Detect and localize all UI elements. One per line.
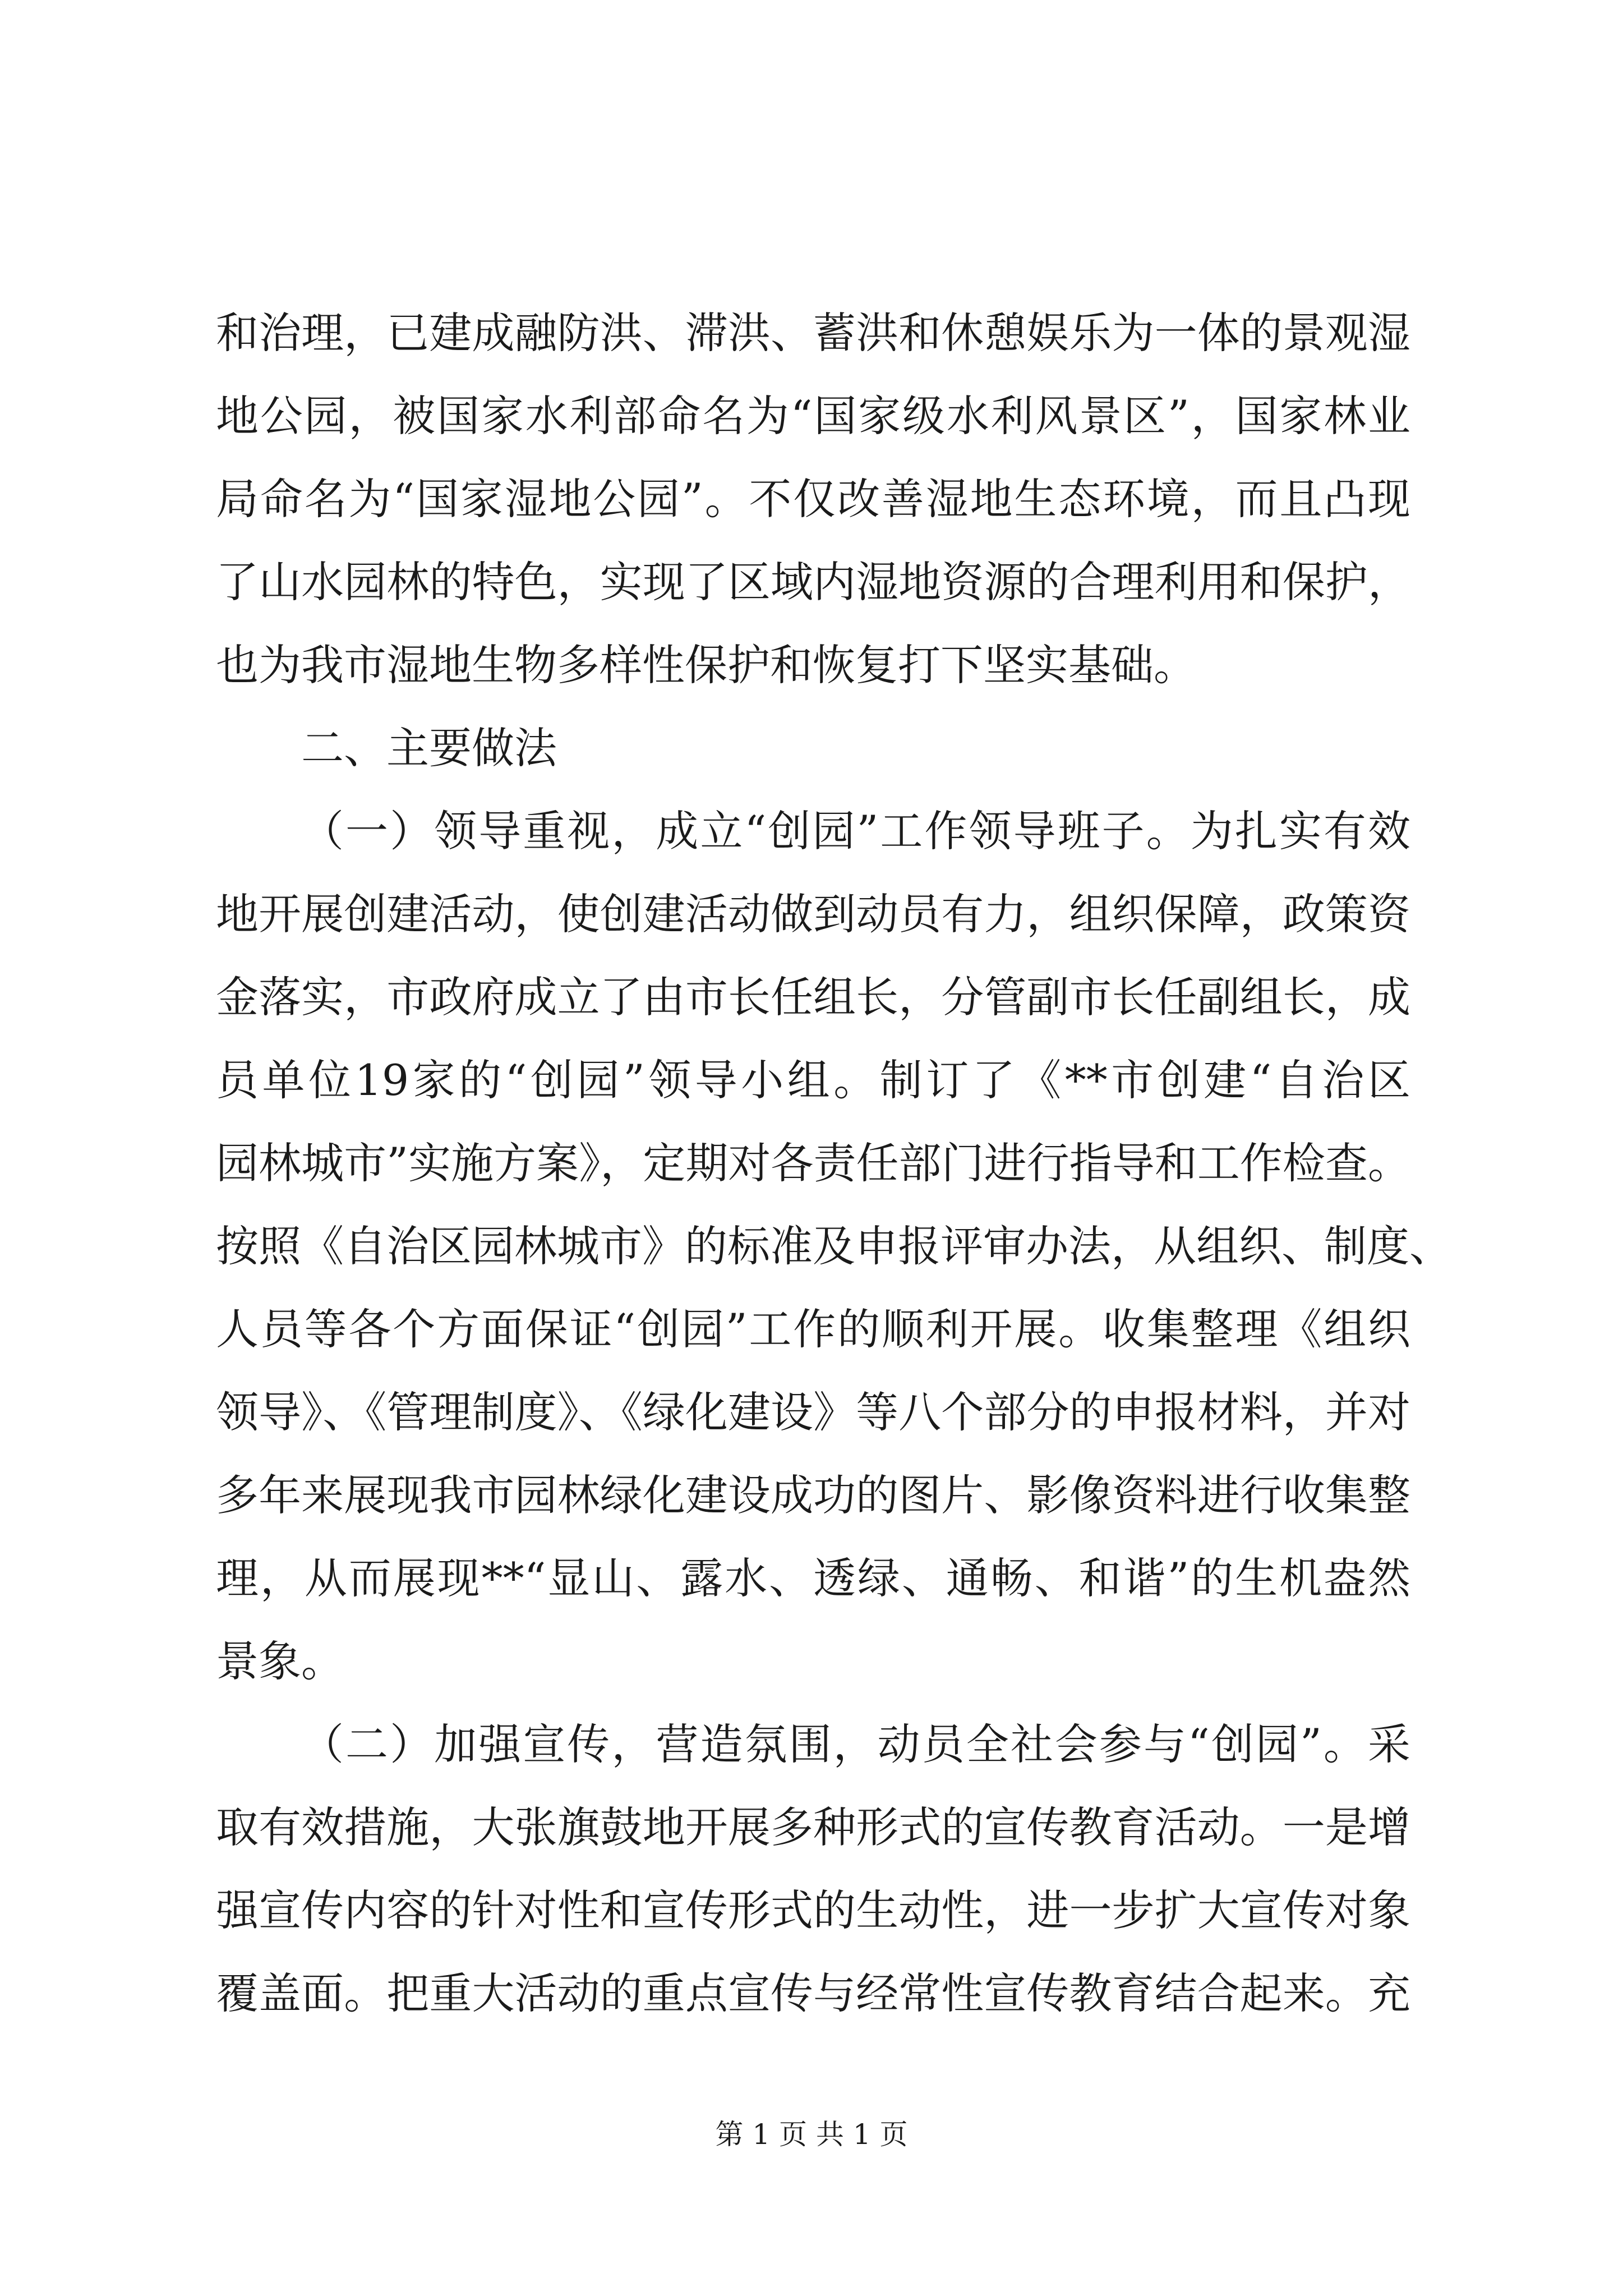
text-line: 多年来展现我市园林绿化建设成功的图片、影像资料进行收集整 [216,1470,1410,1520]
text-line: （一）领导重视，成立“创园”工作领导班子。为扎实有效 [301,806,1410,856]
section-heading: 二、主要做法 [301,723,557,773]
document-body [216,292,1452,2035]
text-line: 覆盖面。把重大活动的重点宣传与经常性宣传教育结合起来。充 [216,1968,1410,2018]
text-line: （二）加强宣传，营造氛围，动员全社会参与“创园”。采 [301,1719,1410,1769]
text-line: 强宣传内容的针对性和宣传形式的生动性，进一步扩大宣传对象 [216,1885,1410,1935]
text-line: 景象。 [216,1636,344,1686]
text-line: 和治理，已建成融防洪、滞洪、蓄洪和休憩娱乐为一体的景观湿 [216,308,1410,358]
text-line: 理，从而展现**“显山、露水、透绿、通畅、和谐”的生机盎然 [216,1553,1410,1603]
text-line: 按照《自治区园林城市》的标准及申报评审办法，从组织、制度、 [216,1221,1452,1271]
text-line: 了山水园林的特色，实现了区域内湿地资源的合理利用和保护， [216,557,1410,607]
text-line: 地开展创建活动，使创建活动做到动员有力，组织保障，政策资 [216,889,1410,939]
text-line: 取有效措施，大张旗鼓地开展多种形式的宣传教育活动。一是增 [216,1802,1410,1852]
text-line: 金落实，市政府成立了由市长任组长，分管副市长任副组长，成 [216,972,1410,1022]
text-line: 人员等各个方面保证“创园”工作的顺利开展。收集整理《组织 [216,1304,1410,1354]
text-line: 领导》、《管理制度》、《绿化建设》等八个部分的申报材料，并对 [216,1387,1410,1437]
text-line: 局命名为“国家湿地公园”。不仅改善湿地生态环境，而且凸现 [216,474,1410,524]
text-line: 也为我市湿地生物多样性保护和恢复打下坚实基础。 [216,640,1196,690]
text-line: 园林城市”实施方案》，定期对各责任部门进行指导和工作检查。 [216,1138,1410,1188]
text-line: 员单位19家的“创园”领导小组。制订了《**市创建“自治区 [216,1055,1410,1105]
page-footer: 第 1 页 共 1 页 [715,2118,908,2151]
text-line: 地公园，被国家水利部命名为“国家级水利风景区”，国家林业 [216,391,1410,441]
